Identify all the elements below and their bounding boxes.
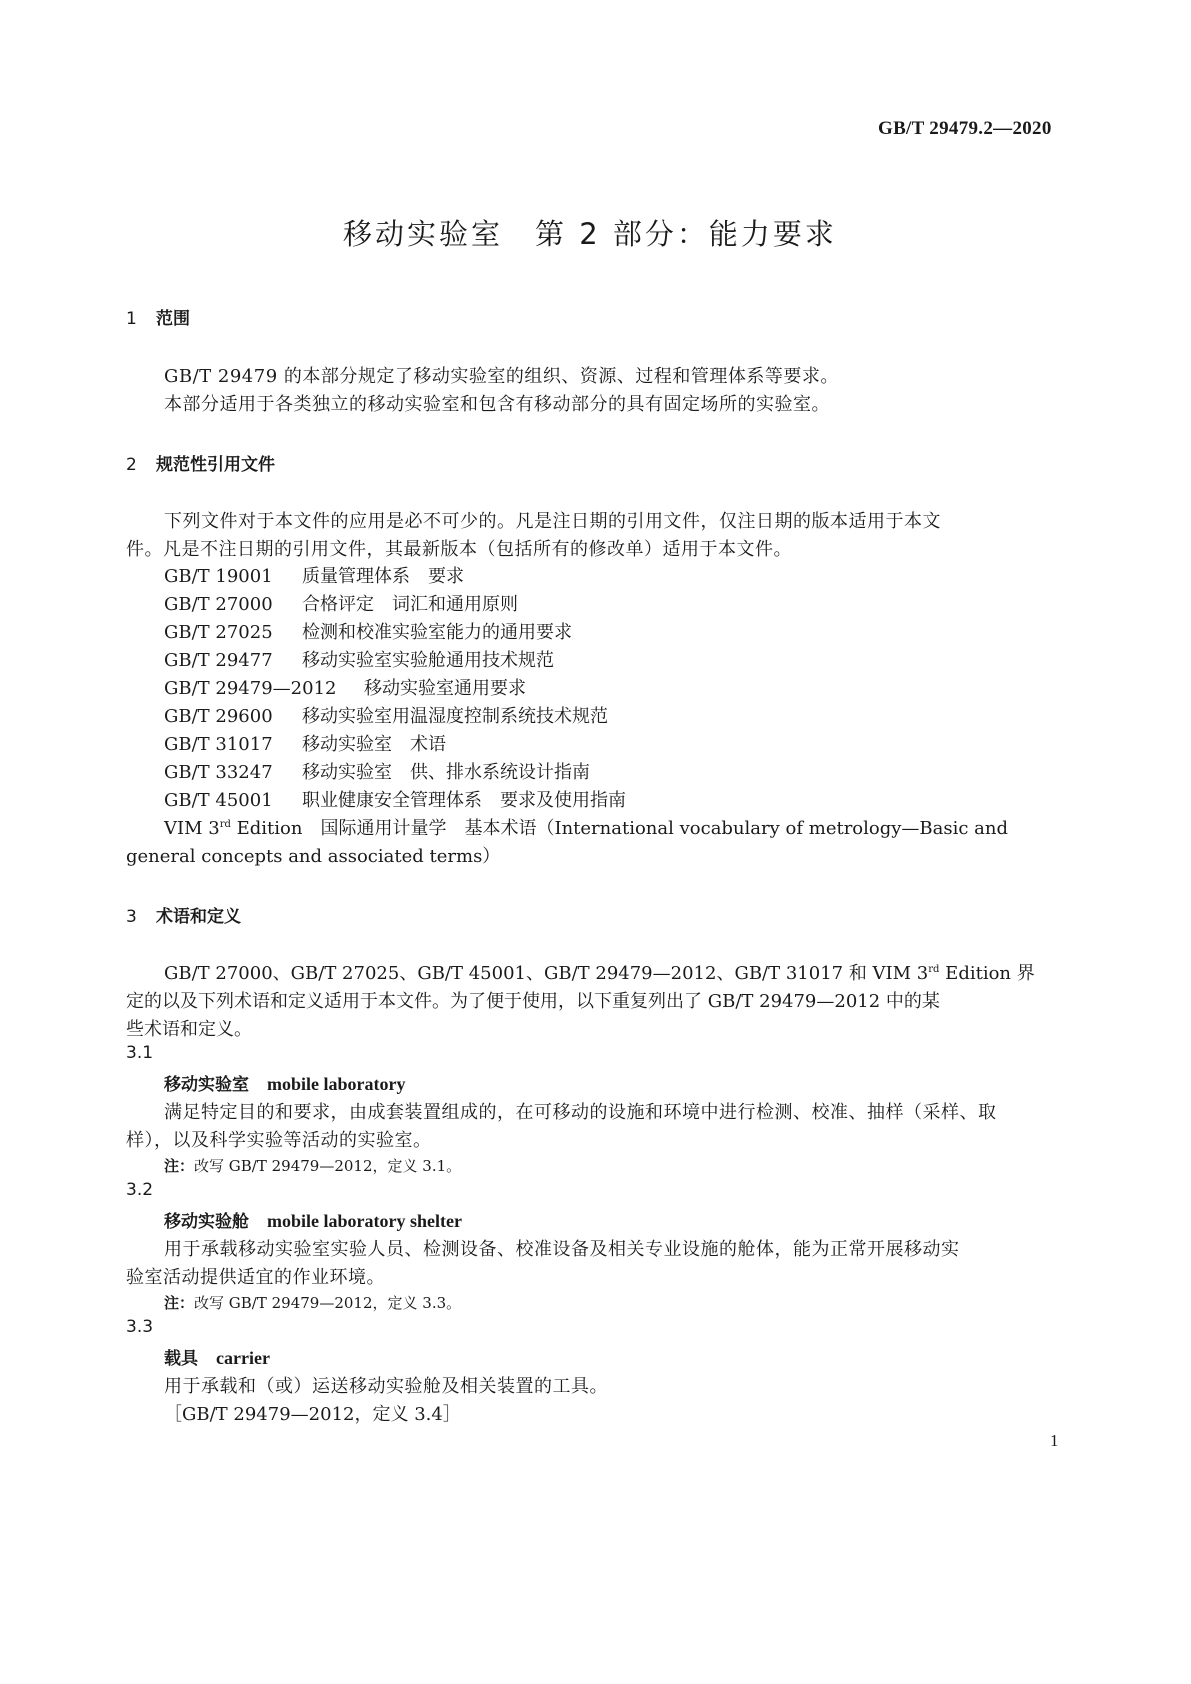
term-note (164, 1292, 461, 1313)
paragraph: GB/T 29479 的本部分规定了移动实验室的组织、资源、过程和管理体系等要求。 (164, 366, 839, 387)
term-definition: 满足特定目的和要求，由成套装置组成的，在可移动的设施和环境中进行检测、校准、抽样（采样、取 (164, 1102, 997, 1123)
section-title: 术语和定义 (156, 907, 241, 927)
vim-prefix: VIM 3 (164, 818, 220, 839)
term-heading (164, 1207, 462, 1232)
paragraph: 定的以及下列术语和定义适用于本文件。为了便于使用，以下重复列出了 GB/T 29479—2012 中的某 (126, 991, 940, 1012)
reference-title: 检测和校准实验室能力的通用要求 (302, 622, 572, 643)
vim-title: Edition 国际通用计量学 基本术语（International vocabulary of metrology—Basic and (230, 818, 1009, 839)
text: Edition 界 (939, 963, 1035, 984)
note-text: 改写 GB/T 29479—2012，定义 3.3。 (194, 1294, 462, 1312)
reference-code: GB/T 27025 (164, 622, 273, 643)
section-title: 规范性引用文件 (156, 455, 275, 475)
reference-item-vim-continued: general concepts and associated terms） (126, 846, 501, 867)
section-2-heading (126, 450, 275, 475)
term-number: 3.1 (126, 1043, 154, 1063)
paragraph: 些术语和定义。 (126, 1019, 252, 1040)
reference-title: 移动实验室 供、排水系统设计指南 (302, 762, 590, 783)
reference-item (164, 646, 554, 672)
term-definition: 验室活动提供适宜的作业环境。 (126, 1267, 385, 1288)
reference-title: 移动实验室用温湿度控制系统技术规范 (302, 706, 608, 727)
reference-item (164, 590, 518, 616)
paragraph: 下列文件对于本文件的应用是必不可少的。凡是注日期的引用文件，仅注日期的版本适用于本文 (164, 511, 941, 532)
section-number: 1 (126, 309, 137, 329)
section-number: 2 (126, 455, 137, 475)
section-3-heading (126, 902, 241, 927)
reference-code: GB/T 45001 (164, 790, 273, 811)
superscript: rd (928, 964, 940, 975)
standard-number: GB/T 29479.2—2020 (878, 118, 1052, 139)
paragraph: 本部分适用于各类独立的移动实验室和包含有移动部分的具有固定场所的实验室。 (164, 394, 830, 415)
superscript: rd (219, 819, 231, 830)
term-chinese: 移动实验室 (164, 1075, 249, 1095)
note-text: 改写 GB/T 29479—2012，定义 3.1。 (194, 1157, 462, 1175)
reference-title: 移动实验室实验舱通用技术规范 (302, 650, 554, 671)
reference-code: GB/T 31017 (164, 734, 273, 755)
term-number: 3.3 (126, 1317, 154, 1337)
page-number: 1 (1050, 1431, 1059, 1450)
reference-item (164, 758, 590, 784)
reference-code: GB/T 27000 (164, 594, 273, 615)
term-english: mobile laboratory shelter (267, 1211, 462, 1231)
reference-title: 职业健康安全管理体系 要求及使用指南 (302, 790, 626, 811)
reference-item (164, 618, 572, 644)
reference-code: GB/T 29477 (164, 650, 273, 671)
term-definition: 用于承载和（或）运送移动实验舱及相关装置的工具。 (164, 1376, 608, 1397)
reference-item (164, 674, 526, 700)
reference-title: 合格评定 词汇和通用原则 (302, 594, 518, 615)
term-english: carrier (216, 1348, 270, 1368)
section-number: 3 (126, 907, 137, 927)
term-chinese: 载具 (164, 1349, 198, 1369)
term-heading (164, 1070, 405, 1095)
reference-code: GB/T 29600 (164, 706, 273, 727)
note-label: 注： (164, 1294, 195, 1312)
reference-item (164, 702, 608, 728)
term-source: ［GB/T 29479—2012，定义 3.4］ (164, 1404, 461, 1425)
section-title: 范围 (156, 309, 190, 329)
reference-title: 移动实验室通用要求 (364, 678, 526, 699)
section-1-heading (126, 304, 190, 329)
reference-item (164, 562, 464, 588)
term-note (164, 1155, 461, 1176)
paragraph (164, 959, 1035, 985)
reference-item (164, 786, 626, 812)
reference-code: GB/T 19001 (164, 566, 273, 587)
reference-item-vim (164, 814, 1008, 840)
document-title: 移动实验室 第 2 部分：能力要求 (343, 217, 837, 251)
reference-code: GB/T 33247 (164, 762, 273, 783)
text: GB/T 27000、GB/T 27025、GB/T 45001、GB/T 29479—2012、GB/T 31017 和 VIM 3 (164, 963, 929, 984)
term-number: 3.2 (126, 1180, 154, 1200)
term-heading (164, 1344, 270, 1369)
paragraph: 件。凡是不注日期的引用文件，其最新版本（包括所有的修改单）适用于本文件。 (126, 539, 792, 560)
term-definition: 样），以及科学实验等活动的实验室。 (126, 1130, 432, 1151)
reference-title: 质量管理体系 要求 (302, 566, 464, 587)
term-english: mobile laboratory (267, 1074, 406, 1094)
term-definition: 用于承载移动实验室实验人员、检测设备、校准设备及相关专业设施的舱体，能为正常开展移动实 (164, 1239, 960, 1260)
term-chinese: 移动实验舱 (164, 1212, 249, 1232)
note-label: 注： (164, 1157, 195, 1175)
reference-code: GB/T 29479—2012 (164, 678, 337, 699)
reference-title: 移动实验室 术语 (302, 734, 446, 755)
reference-item (164, 730, 446, 756)
